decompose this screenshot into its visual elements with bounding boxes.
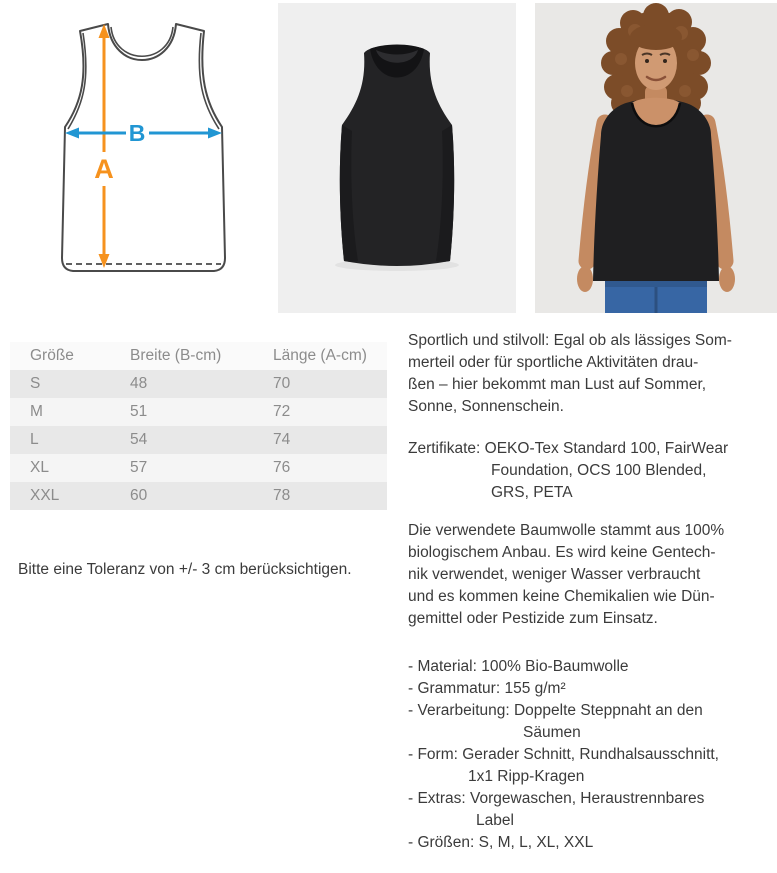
size-table — [10, 342, 387, 510]
description-line: ßen – hier bekommt man Lust auf Sommer, — [408, 376, 707, 393]
table-cell: XL — [30, 459, 49, 476]
table-cell: M — [30, 403, 43, 420]
description-line: Sportlich und stilvoll: Egal ob als lässiges Som- — [408, 332, 732, 349]
table-cell: 70 — [273, 375, 291, 392]
description-paragraph — [408, 438, 774, 504]
size-table-header-row — [10, 342, 387, 370]
table-cell: 51 — [130, 403, 148, 420]
table-row — [10, 370, 387, 398]
table-cell: 48 — [130, 375, 148, 392]
description-line: - Grammatur: 155 g/m² — [408, 680, 566, 697]
black-tank-top-image — [278, 3, 516, 313]
table-row — [10, 454, 387, 482]
column-header: Größe — [30, 347, 74, 364]
description-line: - Material: 100% Bio-Baumwolle — [408, 658, 629, 675]
size-diagram-panel — [0, 0, 278, 315]
model-wearing-tank-top-image — [535, 3, 777, 313]
table-row — [10, 482, 387, 510]
measure-label-a: A — [94, 154, 114, 184]
product-photo-flat — [278, 3, 516, 313]
description-paragraph — [408, 330, 774, 418]
description-line: GRS, PETA — [491, 484, 573, 501]
description-line: - Größen: S, M, L, XL, XXL — [408, 834, 594, 851]
product-description — [408, 330, 774, 854]
description-line: Foundation, OCS 100 Blended, — [491, 462, 707, 479]
description-line: - Verarbeitung: Doppelte Steppnaht an den — [408, 702, 703, 719]
description-line: und es kommen keine Chemikalien wie Dün- — [408, 588, 715, 605]
table-cell: 78 — [273, 487, 291, 504]
description-paragraph — [408, 656, 774, 854]
description-line: Sonne, Sonnenschein. — [408, 398, 564, 415]
description-line: gemittel oder Pestizide zum Einsatz. — [408, 610, 658, 627]
description-line: merteil oder für sportliche Aktivitäten drau- — [408, 354, 699, 371]
column-header: Länge (A-cm) — [273, 347, 367, 364]
table-cell: XXL — [30, 487, 60, 504]
description-line: Label — [476, 812, 514, 829]
table-cell: 76 — [273, 459, 291, 476]
description-line: - Form: Gerader Schnitt, Rundhalsausschnitt, — [408, 746, 719, 763]
product-photo-model — [535, 3, 777, 313]
description-line: 1x1 Ripp-Kragen — [468, 768, 585, 785]
measure-label-b: B — [128, 120, 146, 146]
table-cell: 54 — [130, 431, 148, 448]
description-line: nik verwendet, weniger Wasser verbraucht — [408, 566, 701, 583]
table-cell: 57 — [130, 459, 148, 476]
description-line: Die verwendete Baumwolle stammt aus 100% — [408, 522, 725, 539]
jeans — [605, 281, 707, 313]
table-cell: 60 — [130, 487, 148, 504]
size-table-body — [10, 370, 387, 510]
description-line: biologischem Anbau. Es wird keine Gentech- — [408, 544, 716, 561]
column-header: Breite (B-cm) — [130, 347, 222, 364]
description-line: Säumen — [523, 724, 581, 741]
table-row — [10, 398, 387, 426]
table-cell: S — [30, 375, 41, 392]
tolerance-note: Bitte eine Toleranz von +/- 3 cm berücksichtigen. — [18, 561, 352, 578]
description-line: - Extras: Vorgewaschen, Heraustrennbares — [408, 790, 705, 807]
description-paragraph — [408, 520, 774, 630]
description-line: Zertifikate: OEKO-Tex Standard 100, FairWear — [408, 440, 729, 457]
table-cell: 74 — [273, 431, 291, 448]
table-cell: 72 — [273, 403, 291, 420]
table-row — [10, 426, 387, 454]
table-cell: L — [30, 431, 39, 448]
tank-top-measurement-diagram — [0, 0, 278, 315]
